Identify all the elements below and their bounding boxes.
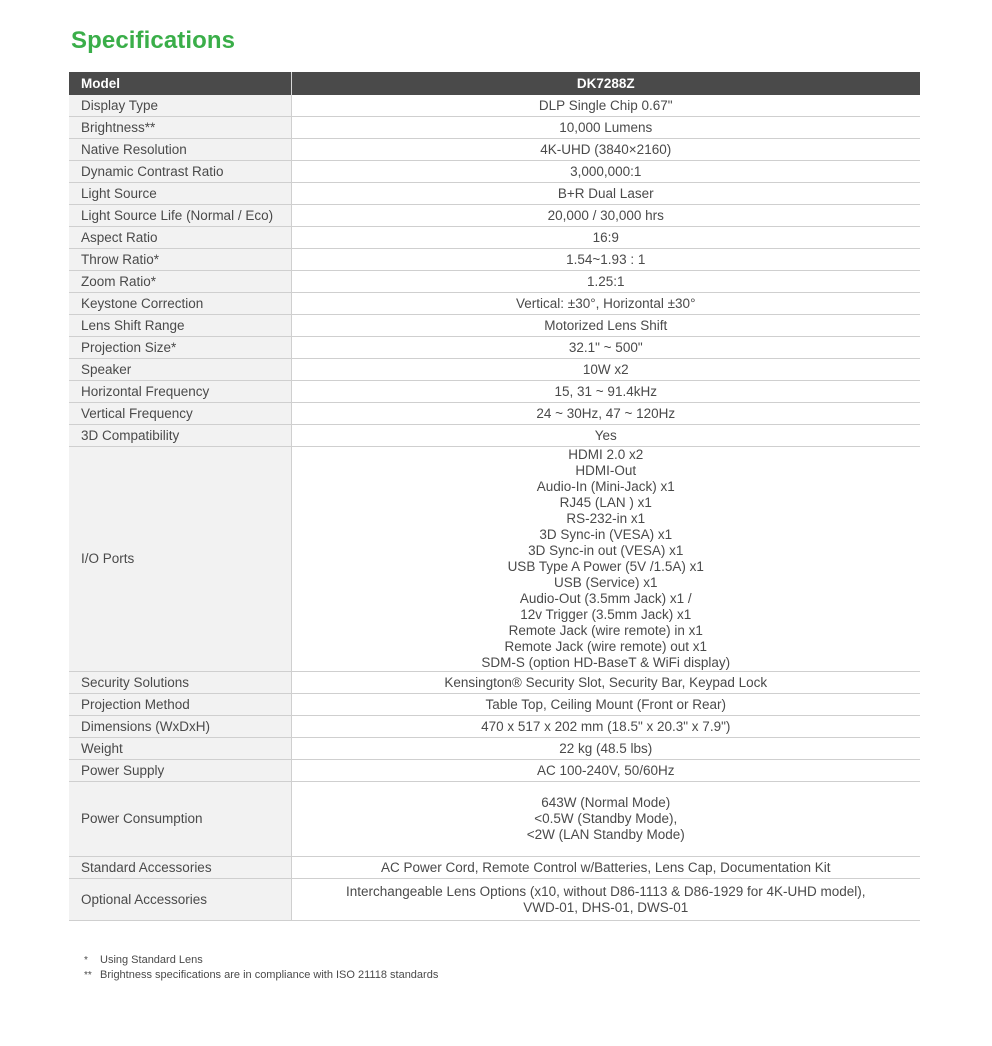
spec-value-line: VWD-01, DHS-01, DWS-01 <box>523 899 689 915</box>
spec-value <box>291 205 920 227</box>
spec-value-line: 16:9 <box>592 229 619 245</box>
spec-label: Display Type <box>69 95 291 117</box>
footnote-text: Brightness specifications are in compliance with ISO 21118 standards <box>100 969 439 981</box>
table-row <box>69 359 920 381</box>
table-row <box>69 117 920 139</box>
table-row <box>69 183 920 205</box>
spec-label: Throw Ratio* <box>69 249 291 271</box>
spec-label: Vertical Frequency <box>69 403 291 425</box>
spec-label: 3D Compatibility <box>69 425 291 447</box>
table-row <box>69 694 920 716</box>
spec-value-line: 10,000 Lumens <box>559 119 653 135</box>
footnote-mark: * <box>84 955 88 966</box>
spec-label: Light Source Life (Normal / Eco) <box>69 205 291 227</box>
spec-value <box>291 315 920 337</box>
footnote-text: Using Standard Lens <box>100 954 203 966</box>
spec-value-line: Vertical: ±30°, Horizontal ±30° <box>516 295 696 311</box>
spec-value-line: 470 x 517 x 202 mm (18.5" x 20.3" x 7.9") <box>481 718 731 734</box>
spec-label: Brightness** <box>69 117 291 139</box>
spec-value <box>291 403 920 425</box>
spec-value-line: 20,000 / 30,000 hrs <box>547 207 664 223</box>
page-title: Specifications <box>71 27 236 54</box>
spec-value-line: 1.25:1 <box>586 273 625 289</box>
table-row <box>69 315 920 337</box>
spec-value-line: USB (Service) x1 <box>553 575 658 590</box>
spec-value <box>291 381 920 403</box>
spec-value-line: USB Type A Power (5V /1.5A) x1 <box>507 559 704 574</box>
spec-label: Security Solutions <box>69 672 291 694</box>
spec-value <box>291 425 920 447</box>
footnote-mark: ** <box>84 970 92 981</box>
table-row <box>69 738 920 760</box>
table-row <box>69 139 920 161</box>
table-row <box>69 227 920 249</box>
spec-label: I/O Ports <box>69 447 291 672</box>
table-row <box>69 716 920 738</box>
table-row <box>69 95 920 117</box>
table-row <box>69 425 920 447</box>
spec-label: Projection Method <box>69 694 291 716</box>
spec-value <box>291 782 920 857</box>
spec-label: Light Source <box>69 183 291 205</box>
spec-label: Power Supply <box>69 760 291 782</box>
spec-value-line: 15, 31 ~ 91.4kHz <box>554 383 657 399</box>
spec-value-line: B+R Dual Laser <box>557 185 654 201</box>
spec-value-line: 4K-UHD (3840×2160) <box>540 141 672 157</box>
spec-value <box>291 249 920 271</box>
specifications-table <box>69 72 920 921</box>
footnotes <box>84 953 438 983</box>
spec-value <box>291 716 920 738</box>
table-row <box>69 271 920 293</box>
spec-value <box>291 117 920 139</box>
spec-value-line: 10W x2 <box>582 361 629 377</box>
spec-value <box>291 879 920 921</box>
spec-value-line: 32.1" ~ 500" <box>568 339 643 355</box>
spec-value-line: Motorized Lens Shift <box>544 317 668 333</box>
spec-label: Dynamic Contrast Ratio <box>69 161 291 183</box>
spec-label: Dimensions (WxDxH) <box>69 716 291 738</box>
table-header-row <box>69 72 920 95</box>
table-row <box>69 782 920 857</box>
spec-value-line: 643W (Normal Mode) <box>541 795 671 810</box>
spec-value <box>291 857 920 879</box>
spec-label: Standard Accessories <box>69 857 291 879</box>
table-row <box>69 205 920 227</box>
spec-value-line: Remote Jack (wire remote) out x1 <box>504 639 708 654</box>
spec-value <box>291 760 920 782</box>
table-row <box>69 672 920 694</box>
spec-value <box>291 672 920 694</box>
table-row <box>69 381 920 403</box>
spec-value <box>291 293 920 315</box>
footnote-standard-lens <box>84 953 438 968</box>
spec-label: Projection Size* <box>69 337 291 359</box>
spec-value <box>291 359 920 381</box>
spec-value-line: 22 kg (48.5 lbs) <box>559 740 653 756</box>
specifications-table-body <box>69 95 920 921</box>
spec-value-line: 12v Trigger (3.5mm Jack) x1 <box>520 607 692 622</box>
spec-value-line: 3,000,000:1 <box>570 163 642 179</box>
spec-value <box>291 139 920 161</box>
spec-label: Keystone Correction <box>69 293 291 315</box>
table-row <box>69 161 920 183</box>
spec-value-line: SDM-S (option HD-BaseT & WiFi display) <box>481 655 731 670</box>
spec-value-line: AC 100-240V, 50/60Hz <box>536 762 675 778</box>
spec-label: Zoom Ratio* <box>69 271 291 293</box>
table-row <box>69 447 920 672</box>
spec-value <box>291 227 920 249</box>
spec-label: Horizontal Frequency <box>69 381 291 403</box>
table-row <box>69 857 920 879</box>
spec-value-line: RJ45 (LAN ) x1 <box>559 495 652 510</box>
spec-value <box>291 337 920 359</box>
spec-value-line: DLP Single Chip 0.67" <box>538 97 673 113</box>
spec-value-line: 1.54~1.93 : 1 <box>566 251 646 267</box>
spec-value-line: Yes <box>594 427 617 443</box>
spec-value <box>291 95 920 117</box>
spec-value <box>291 183 920 205</box>
spec-label: Native Resolution <box>69 139 291 161</box>
table-row <box>69 879 920 921</box>
spec-label: Aspect Ratio <box>69 227 291 249</box>
spec-value-line: 3D Sync-in (VESA) x1 <box>539 527 673 542</box>
table-row <box>69 249 920 271</box>
spec-value <box>291 738 920 760</box>
footnote-brightness <box>84 968 438 983</box>
spec-value <box>291 447 920 672</box>
spec-label: Power Consumption <box>69 782 291 857</box>
spec-value-line: 24 ~ 30Hz, 47 ~ 120Hz <box>536 405 676 421</box>
spec-value-line: 3D Sync-in out (VESA) x1 <box>528 543 684 558</box>
table-row <box>69 293 920 315</box>
spec-value-line: HDMI 2.0 x2 <box>568 447 644 462</box>
spec-value-line: Interchangeable Lens Options (x10, without D86-1113 & D86-1929 for 4K-UHD model), <box>345 883 866 899</box>
spec-value-line: Kensington® Security Slot, Security Bar, Keypad Lock <box>444 674 768 690</box>
spec-value-line: Remote Jack (wire remote) in x1 <box>508 623 703 638</box>
spec-value-line: RS-232-in x1 <box>566 511 646 526</box>
spec-value <box>291 271 920 293</box>
spec-label: Optional Accessories <box>69 879 291 921</box>
model-header-label: Model <box>69 72 291 95</box>
spec-label: Weight <box>69 738 291 760</box>
spec-label: Speaker <box>69 359 291 381</box>
table-row <box>69 760 920 782</box>
spec-value-line: Audio-In (Mini-Jack) x1 <box>536 479 675 494</box>
model-header-value: DK7288Z <box>291 72 920 95</box>
spec-value <box>291 694 920 716</box>
spec-value-line: AC Power Cord, Remote Control w/Batteries, Lens Cap, Documentation Kit <box>381 859 831 875</box>
spec-label: Lens Shift Range <box>69 315 291 337</box>
spec-value-line: <0.5W (Standby Mode), <box>534 811 678 826</box>
spec-value-line: <2W (LAN Standby Mode) <box>526 827 685 842</box>
spec-value-line: HDMI-Out <box>575 463 637 478</box>
spec-value-line: Audio-Out (3.5mm Jack) x1 / <box>519 591 692 606</box>
table-row <box>69 403 920 425</box>
table-row <box>69 337 920 359</box>
spec-value-line: Table Top, Ceiling Mount (Front or Rear) <box>485 696 727 712</box>
spec-value <box>291 161 920 183</box>
